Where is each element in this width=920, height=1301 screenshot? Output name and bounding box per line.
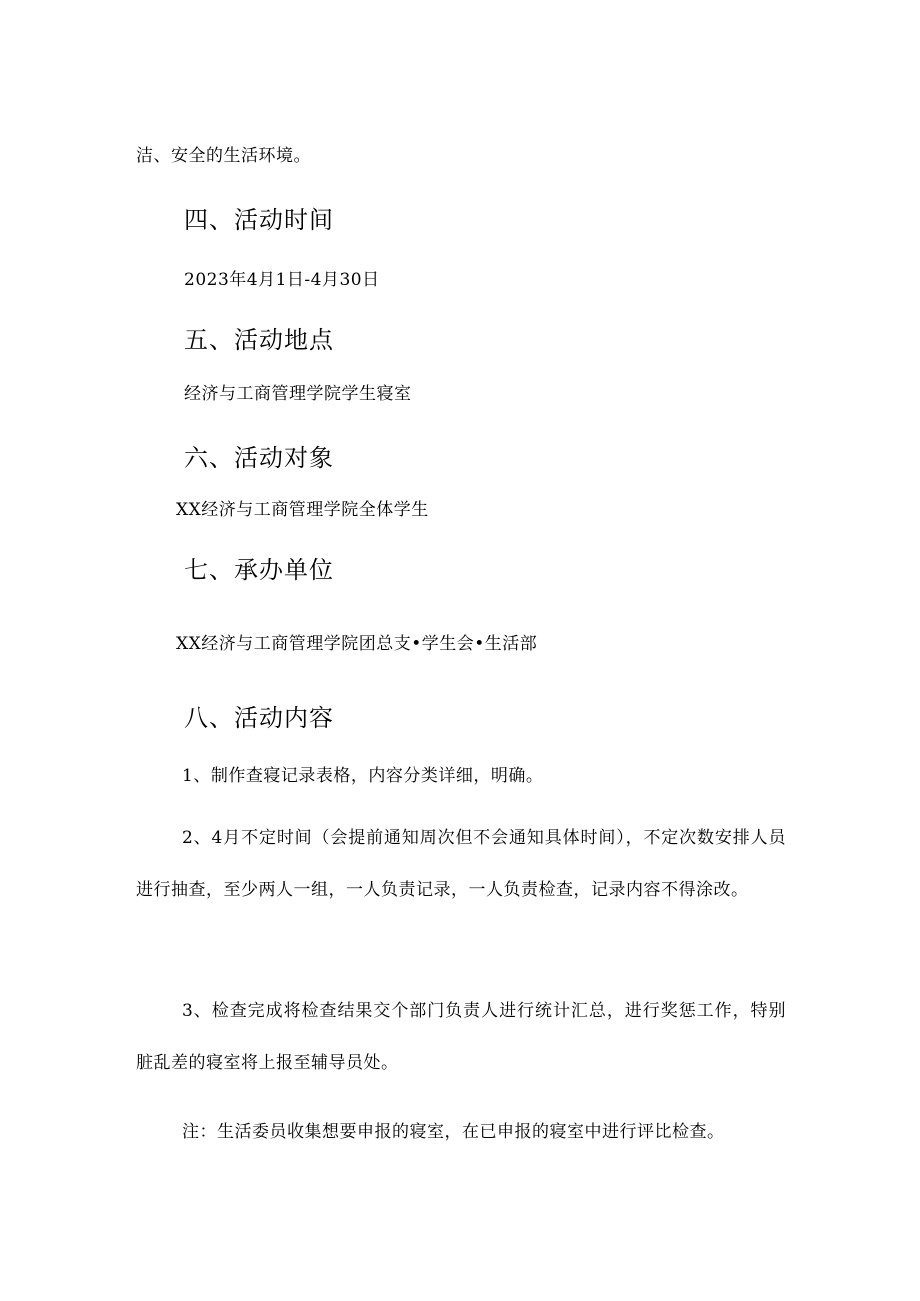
section-body-audience: XX经济与工商管理学院全体学生 [176,500,429,520]
content-note: 注：生活委员收集想要申报的寝室，在已申报的寝室中进行评比检查。 [182,1122,725,1142]
section-body-time: 2023年4月1日-4月30日 [184,270,380,290]
content-item-2: 2、4月不定时间（会提前通知周次但不会通知具体时间），不定次数安排人员进行抽查，至少两人一组，一人负责记录，一人负责检查，记录内容不得涂改。 [136,828,786,900]
section-heading-place: 五、活动地点 [184,326,334,354]
section-heading-organizer: 七、承办单位 [184,556,334,584]
intro-continuation-text: 洁、安全的生活环境。 [136,146,311,166]
section-heading-time: 四、活动时间 [184,206,334,234]
section-heading-audience: 六、活动对象 [184,444,334,472]
section-body-place: 经济与工商管理学院学生寝室 [184,384,412,404]
section-heading-content: 八、活动内容 [184,704,334,732]
section-body-organizer: XX经济与工商管理学院团总支•学生会•生活部 [176,634,538,654]
content-item-1: 1、制作查寝记录表格，内容分类详细，明确。 [182,766,544,786]
content-item-3: 3、检查完成将检查结果交个部门负责人进行统计汇总，进行奖惩工作，特别脏乱差的寝室将上报至辅导员处。 [136,1001,786,1073]
